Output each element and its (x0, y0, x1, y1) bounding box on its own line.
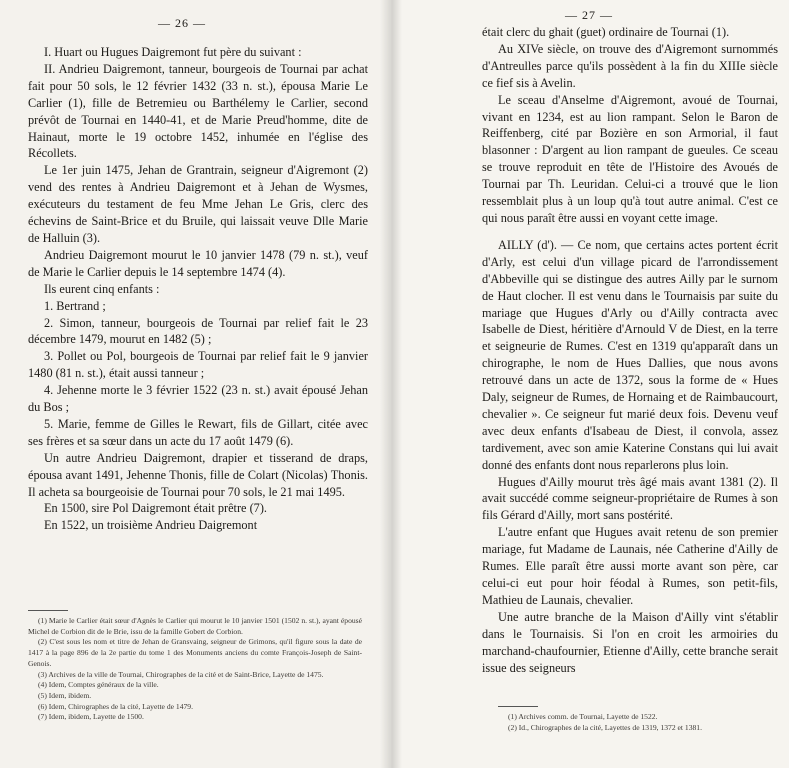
paragraph: Ils eurent cinq enfants : (44, 281, 160, 296)
paragraph: Hugues d'Ailly mourut très âgé mais avant 1381 (2). Il avait succédé comme seigneur-propriétaire de Rumes à son fils Gérard d'Ailly, mort sans postérité. (482, 474, 778, 523)
page-number: — 27 — (565, 8, 613, 22)
footnote: (6) Idem, Chirographes de la cité, Layette de 1479. (38, 701, 193, 711)
paragraph: En 1500, sire Pol Daigremont était prêtre (7). (44, 501, 267, 516)
paragraph: En 1522, un troisième Andrieu Daigremont (44, 518, 258, 533)
footnote: (2) C'est sous les nom et titre de Jehan de Gransvaing, seigneur de Grimons, qu'il figure sous la date de 1417 à la page 896 de la 2e partie du tome 1 des Monuments anciens du comte François-Joseph de Saint-Genois. (28, 637, 362, 668)
list-item: 5. Marie, femme de Gilles le Rewart, fils de Gillart, citée avec ses frères et sa sœur dans un acte du 17 août 1479 (6). (28, 416, 368, 448)
body-text (28, 44, 368, 534)
list-item: 1. Bertrand ; (44, 298, 106, 313)
footnote: (5) Idem, ibidem. (38, 690, 92, 700)
paragraph: II. Andrieu Daigremont, tanneur, bourgeois de Tournai par achat fait pour 50 sols, le 12 février 1432 (33 n. st.), épousa Marie Le Carlier (1), fille de Betremieu ou Barthélemy le Carlier, second prévôt de Tournai en 1440-41, et de Marie Preud'homme, dite de Hainaut, morte le 19 octobre 1452, inhumée en l'église des Récollets. (28, 61, 368, 161)
footnote: (1) Marie le Carlier était sœur d'Agnès le Carlier qui mourut le 10 janvier 1501 (1502 n. st.), ayant épousé Michel de Corbion dit de le Brie, issu de la famille Gobert de Corbion. (28, 616, 362, 636)
footnote: (4) Idem, Comptes généraux de la ville. (38, 680, 159, 690)
paragraph: Le 1er juin 1475, Jehan de Grantrain, seigneur d'Aigremont (2) vend des rentes à Andrieu Daigremont et à Jehan de Wysmes, exécuteurs du testament de feu Mme Jehan Le Gris, clerc des échevins de Saint-Brice et du Bruile, qui laissait veuve Dlle Marie de Halluin (3). (28, 163, 368, 245)
paragraph: Le sceau d'Anselme d'Aigremont, avoué de Tournai, vivant en 1234, est au lion rampant. Selon le Baron de Reiffenberg, cité par Bozière en son Armorial, il faut blasonner : D'argent au lion rampant de gueules. Ce sceau se trouve reproduit en tête de l'Histoire des Avoués de Tournai par Th. Leuridan. Celui-ci a trouvé que le lion ressemblait plus à un loup qu'à tout autre animal. C'est ce qui nous paraît être aussi en voyant cette image. (482, 92, 778, 225)
paragraph: était clerc du ghait (guet) ordinaire de Tournai (1). (482, 25, 730, 39)
footnote: (3) Archives de la ville de Tournai, Chirographes de la cité et de Saint-Brice, Layette de 1475. (38, 669, 324, 679)
section-paragraph: AILLY (d'). — Ce nom, que certains actes portent écrit d'Arly, est celui d'un village picard de l'arrondissement d'Abbeville qui se distingue des autres Ailly par le surnom de Haut clocher. Il est venu dans le Tournaisis par suite du mariage que Hugues d'Arly ou d'Ailly contracta avec Isabelle de Diest, héritière d'Arnould V de Diest, en la terre et seigneurie de Rumes. C'est en 1319 qu'apparaît dans un chirographe, le nom de Hues Dallies, que nous avons retrouvé dans un acte de 1372, sous la forme de « Hues Daly, seigneur de Rumes, de Hornaing et de Raimbaucourt, chevalier ». Ce seigneur fut marié deux fois. Devenu veuf avec deux enfants d'Isabeau de Diest, il convola, assez tardivement, avec son amie Katerine Constans qui lui avait donné des enfants dont nous reparlerons plus loin. (482, 237, 778, 472)
paragraph: Au XIVe siècle, on trouve des d'Aigremont surnommés d'Antreulles parce qu'ils possèdent à la fin du XIIIe siècle ce fief sis à Avelin. (482, 41, 778, 90)
page-number: — 26 — (158, 16, 206, 30)
footnotes (498, 712, 768, 733)
footnote-rule (28, 610, 68, 611)
footnote: (7) Idem, ibidem, Layette de 1500. (38, 712, 144, 722)
left-page (0, 0, 390, 768)
right-page (390, 0, 789, 768)
list-item: 2. Simon, tanneur, bourgeois de Tournai par relief fait le 23 décembre 1479, mourut en 1482 (5) ; (28, 315, 368, 347)
paragraph: I. Huart ou Hugues Daigremont fut père du suivant : (44, 45, 302, 59)
footnote: (2) Id., Chirographes de la cité, Layettes de 1319, 1372 et 1381. (508, 722, 703, 732)
book-gutter (380, 0, 402, 768)
list-item: 3. Pollet ou Pol, bourgeois de Tournai par relief fait le 9 janvier 1480 (81 n. st.), était aussi tanneur ; (28, 349, 368, 381)
footnote-rule (498, 706, 538, 707)
paragraph: L'autre enfant que Hugues avait retenu de son premier mariage, fut Madame de Launais, née Catherine d'Ailly de Rumes. Elle paraît être aussi morte avant son père, car celui-ci eut pour hoir féodal à Rumes, son petit-fils, Mathieu de Launais, chevalier. (482, 525, 778, 607)
body-text (482, 24, 778, 676)
paragraph: Une autre branche de la Maison d'Ailly vint s'établir dans le Tournaisis. Si l'on en croit les armoiries du marchand-chaufournier, Etienne d'Ailly, cette branche serait issue des seigneurs (482, 609, 778, 675)
footnote: (1) Archives comm. de Tournai, Layette de 1522. (508, 712, 658, 721)
footnotes (28, 616, 362, 723)
paragraph: Un autre Andrieu Daigremont, drapier et tisserand de draps, épousa avant 1491, Jehenne Thonis, fille de Colart (Nicolas) Thonis. Il acheta sa bourgeoisie de Tournai pour 70 sols, le 21 mai 1495. (28, 450, 368, 499)
paragraph: Andrieu Daigremont mourut le 10 janvier 1478 (79 n. st.), veuf de Marie le Carlier depuis le 14 septembre 1474 (4). (28, 247, 368, 279)
list-item: 4. Jehenne morte le 3 février 1522 (23 n. st.) avait épousé Jehan du Bos ; (28, 383, 368, 415)
